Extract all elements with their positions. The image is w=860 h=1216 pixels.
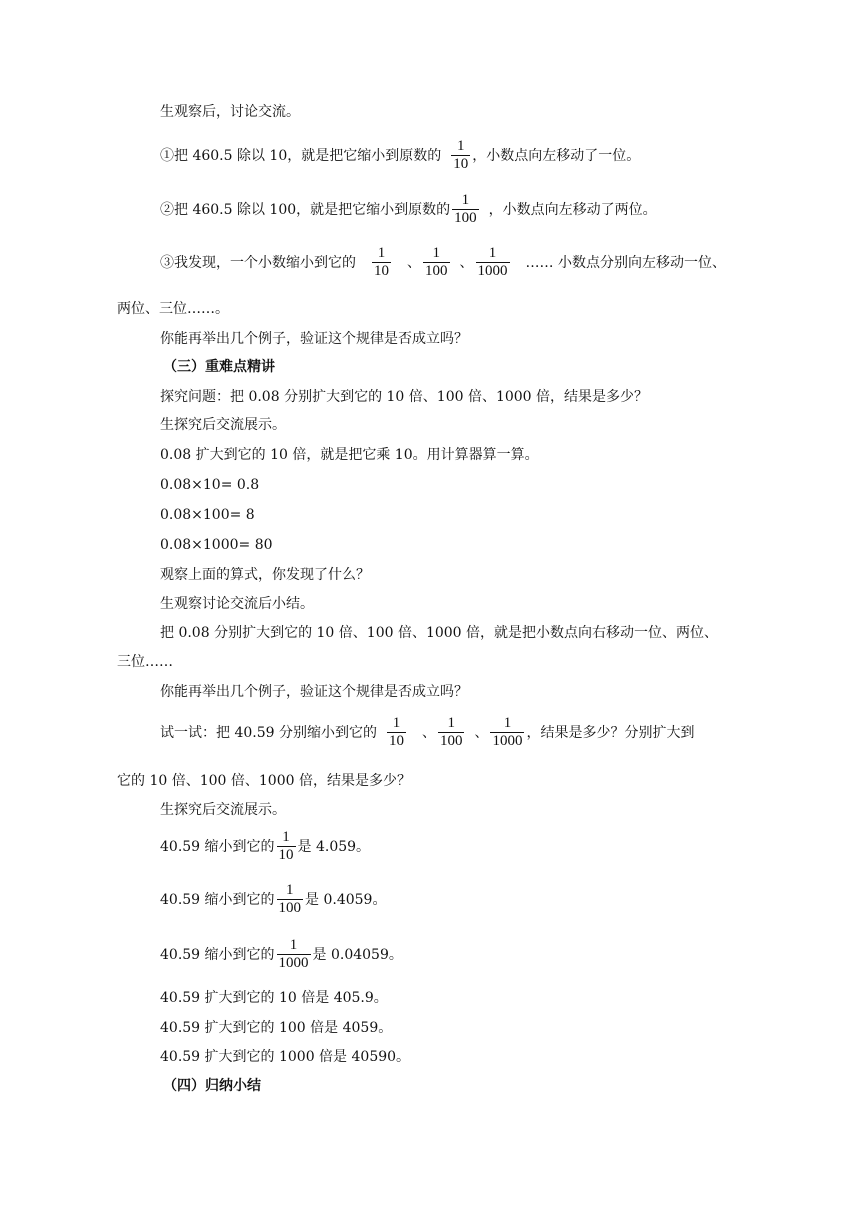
fraction-one-hundredth: $\frac{1}{100}$ [278,882,302,916]
result-expand-100: 40.59 扩大到它的 100 倍是 4059。 [160,1020,393,1036]
paragraph-explore-2: 生探究后交流展示。 [160,802,286,818]
paragraph-observe: 生观察后，讨论交流。 [160,104,300,120]
result-expand-1000: 40.59 扩大到它的 1000 倍是 40590。 [160,1049,411,1065]
paragraph-try-cont: 它的 10 倍、100 倍、1000 倍，结果是多少？ [117,773,411,789]
fraction-one-tenth: $\frac{1}{10}$ [388,715,404,749]
equation-2: 0.08×100= 8 [160,507,255,523]
paragraph-explore: 生探究后交流展示。 [160,417,286,433]
paragraph-divide-10: ①把 460.5 除以 10，就是把它缩小到原数的 $\frac{1}{10}$ ，小数点向左移动了一位。 [160,138,641,172]
result-shrink-10: 40.59 缩小到它的 $\frac{1}{10}$ 是 4.059。 [160,829,371,863]
fraction-one-hundredth: $\frac{1}{100}$ [454,192,477,226]
fraction-one-thousandth: $\frac{1}{1000}$ [492,715,523,749]
paragraph-try: 试一试：把 40.59 分别缩小到它的 $\frac{1}{10}$ 、 $\frac{1}{100}$ 、 $\frac{1}{1000}$ ，结果是多少？分别扩大到 [160,715,695,749]
fraction-one-hundredth: $\frac{1}{100}$ [425,245,448,279]
paragraph-question-2: 你能再举出几个例子，验证这个规律是否成立吗？ [160,684,468,700]
fraction-one-hundredth: $\frac{1}{100}$ [439,715,463,749]
paragraph-question-1: 你能再举出几个例子，验证这个规律是否成立吗？ [160,331,468,347]
paragraph-discovery-cont: 两位、三位……。 [117,301,229,317]
section-heading-3: （三）重难点精讲 [163,359,275,375]
result-expand-10: 40.59 扩大到它的 10 倍是 405.9。 [160,990,388,1006]
fraction-one-thousandth: $\frac{1}{1000}$ [278,937,309,971]
equation-1: 0.08×10= 0.8 [160,477,260,493]
paragraph-observe-eq: 观察上面的算式，你发现了什么？ [160,567,370,583]
paragraph-summary: 生观察讨论交流后小结。 [160,596,314,612]
section-heading-4: （四）归纳小结 [163,1078,261,1094]
result-shrink-100: 40.59 缩小到它的 $\frac{1}{100}$ 是 0.4059。 [160,882,387,916]
fraction-one-tenth: $\frac{1}{10}$ [278,829,294,863]
paragraph-problem: 探究问题：把 0.08 分别扩大到它的 10 倍、100 倍、1000 倍，结果是多少？ [160,389,649,405]
equation-3: 0.08×1000= 80 [160,537,273,553]
paragraph-divide-100: ②把 460.5 除以 100，就是把它缩小到原数的 $\frac{1}{100}$ ，小数点向左移动了两位。 [160,192,657,226]
fraction-one-tenth: $\frac{1}{10}$ [374,245,389,279]
fraction-one-tenth: $\frac{1}{10}$ [453,138,469,172]
paragraph-discovery: ③我发现，一个小数缩小到它的 $\frac{1}{10}$ 、 $\frac{1}{100}$ 、 $\frac{1}{1000}$ …… 小数点分别向左移动一位、 [160,245,726,279]
paragraph-multiply: 0.08 扩大到它的 10 倍，就是把它乘 10。用计算器算一算。 [160,447,539,463]
paragraph-rule: 把 0.08 分别扩大到它的 10 倍、100 倍、1000 倍，就是把小数点向右移动一位、两位、 [160,625,719,641]
result-shrink-1000: 40.59 缩小到它的 $\frac{1}{1000}$ 是 0.04059。 [160,937,403,971]
fraction-one-thousandth: $\frac{1}{1000}$ [477,245,508,279]
paragraph-rule-cont: 三位…… [117,654,173,670]
